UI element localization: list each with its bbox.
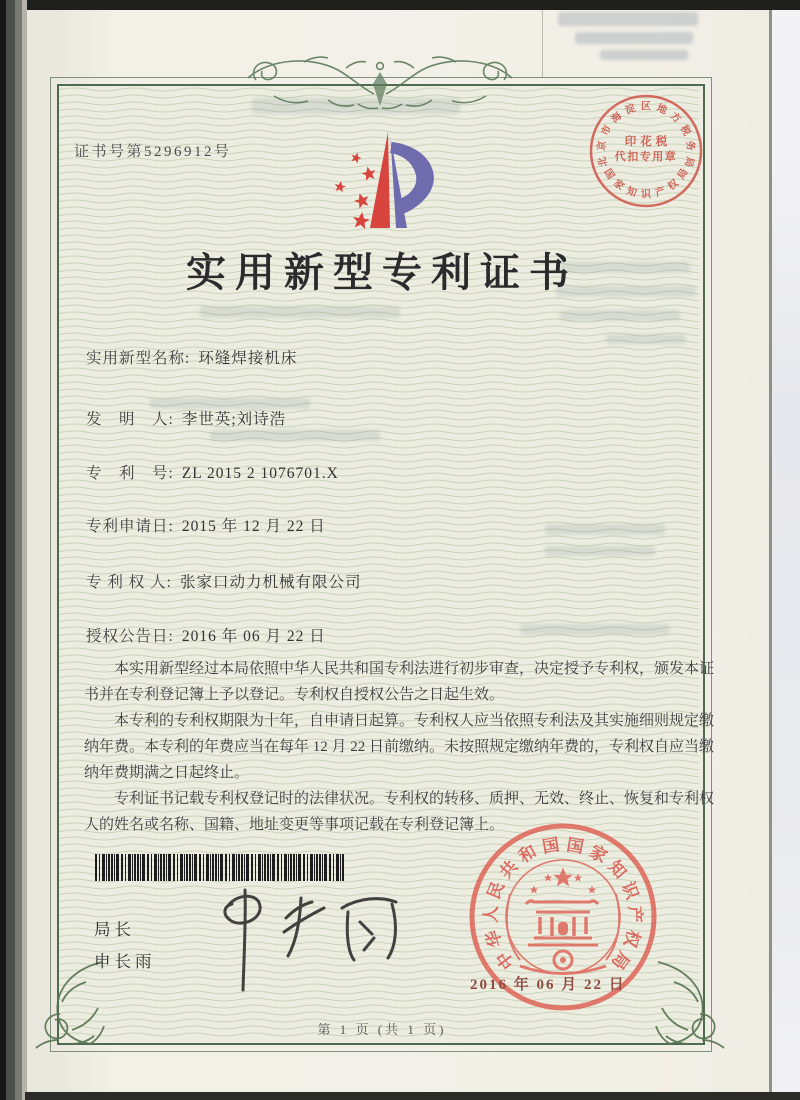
logo-stars-icon: [334, 151, 378, 229]
svg-text:市: 市: [599, 123, 615, 138]
seal-date: 2016 年 06 月 22 日: [470, 977, 626, 993]
svg-text:产: 产: [625, 905, 645, 924]
svg-text:局: 局: [676, 167, 691, 182]
national-emblem-icon: [506, 860, 620, 974]
svg-text:地: 地: [654, 102, 669, 117]
body-paragraph: 本实用新型经过本局依照中华人民共和国专利法进行初步审查，决定授予专利权，颁发本证书并在专利登记簿上予以登记。专利权自授权公告之日起生效。: [84, 661, 715, 703]
field-row-filing-date: [86, 514, 326, 536]
field-label: 授权公告日:: [86, 628, 174, 645]
field-value: ZL 2015 2 1076701.X: [181, 465, 339, 482]
field-value: 环缝焊接机床: [198, 350, 298, 367]
scan-edge-left: [0, 0, 27, 1100]
field-label: 发 明 人:: [86, 411, 174, 428]
svg-text:务: 务: [683, 140, 696, 152]
body-text: [84, 656, 718, 838]
field-row-inventor: [86, 407, 286, 429]
svg-text:民: 民: [484, 879, 509, 902]
page-gap-right: [772, 0, 800, 1100]
svg-text:权: 权: [666, 177, 681, 193]
field-value: 张家口动力机械有限公司: [179, 574, 362, 591]
svg-text:知: 知: [604, 856, 630, 883]
field-label: 专 利 权 人:: [86, 574, 172, 591]
field-value: 2015 年 12 月 22 日: [181, 518, 326, 535]
body-paragraph: 专利证书记载专利权登记时的法律状况。专利权的转移、质押、无效、终止、恢复和专利权人的姓名或名称、国籍、地址变更等事项记载在专利登记簿上。: [84, 791, 715, 833]
stamp-center-line2: 代扣专用章: [614, 151, 678, 163]
certificate-number: 证书号第5296912号: [74, 144, 232, 160]
scan-edge-bottom: [25, 1092, 800, 1100]
svg-text:和: 和: [515, 841, 540, 867]
svg-text:国: 国: [540, 835, 561, 857]
tax-stamp: [586, 92, 706, 212]
scan-edge-top: [0, 0, 800, 10]
body-paragraph: 本专利的专利权期限为十年，自申请日起算。专利权人应当依照专利法及其实施细则规定缴纳年费。本专利的年费应当在每年 12 月 22 日前缴纳。未按照规定缴纳年费的，专利权自应当缴纳年费期满之日起终止。: [84, 713, 715, 781]
stamp-center-line1: 印花税: [624, 136, 672, 148]
svg-text:方: 方: [667, 110, 683, 126]
svg-text:人: 人: [481, 905, 501, 924]
svg-text:家: 家: [611, 177, 626, 193]
svg-text:权: 权: [620, 927, 644, 950]
svg-text:产: 产: [654, 185, 668, 200]
field-label: 专 利 号:: [86, 465, 174, 482]
svg-text:区: 区: [641, 101, 651, 113]
sipo-logo: [312, 128, 442, 236]
seal-ring-text: [481, 835, 646, 973]
svg-text:知: 知: [624, 185, 638, 200]
ghost-smudge: [575, 32, 693, 44]
field-row-patent-no: [86, 461, 339, 483]
ghost-smudge: [600, 50, 688, 60]
director-title-label: 局长: [94, 920, 135, 939]
page-title: 实用新型专利证书: [186, 250, 578, 295]
svg-text:北: 北: [596, 155, 610, 168]
svg-text:国: 国: [601, 167, 616, 182]
top-dragon-ornament: [240, 52, 520, 118]
field-row-name: [86, 346, 297, 368]
svg-text:华: 华: [482, 927, 506, 950]
svg-text:局: 局: [682, 155, 696, 168]
svg-text:国: 国: [565, 835, 586, 857]
field-row-grant-date: [86, 624, 326, 646]
field-label: 实用新型名称:: [86, 350, 191, 367]
svg-text:中: 中: [492, 947, 519, 973]
director-name: 申长雨: [94, 952, 156, 971]
ghost-smudge: [558, 12, 698, 26]
svg-text:海: 海: [609, 110, 625, 126]
field-label: 专利申请日:: [86, 518, 174, 535]
svg-text:家: 家: [586, 841, 611, 867]
field-row-patentee: [86, 570, 361, 592]
svg-text:局: 局: [607, 947, 634, 973]
field-value: 2016 年 06 月 22 日: [181, 628, 326, 645]
svg-text:共: 共: [496, 856, 522, 883]
page-edge-line: [769, 8, 772, 1094]
svg-text:京: 京: [596, 140, 609, 152]
svg-text:识: 识: [617, 879, 642, 902]
director-signature: [200, 878, 410, 998]
scan-fold-line: [542, 10, 543, 78]
page-footer: 第 1 页 (共 1 页): [317, 1022, 447, 1037]
field-value: 李世英;刘诗浩: [181, 411, 287, 428]
svg-text:税: 税: [677, 123, 693, 138]
svg-text:淀: 淀: [623, 102, 638, 117]
svg-text:识: 识: [641, 189, 651, 201]
